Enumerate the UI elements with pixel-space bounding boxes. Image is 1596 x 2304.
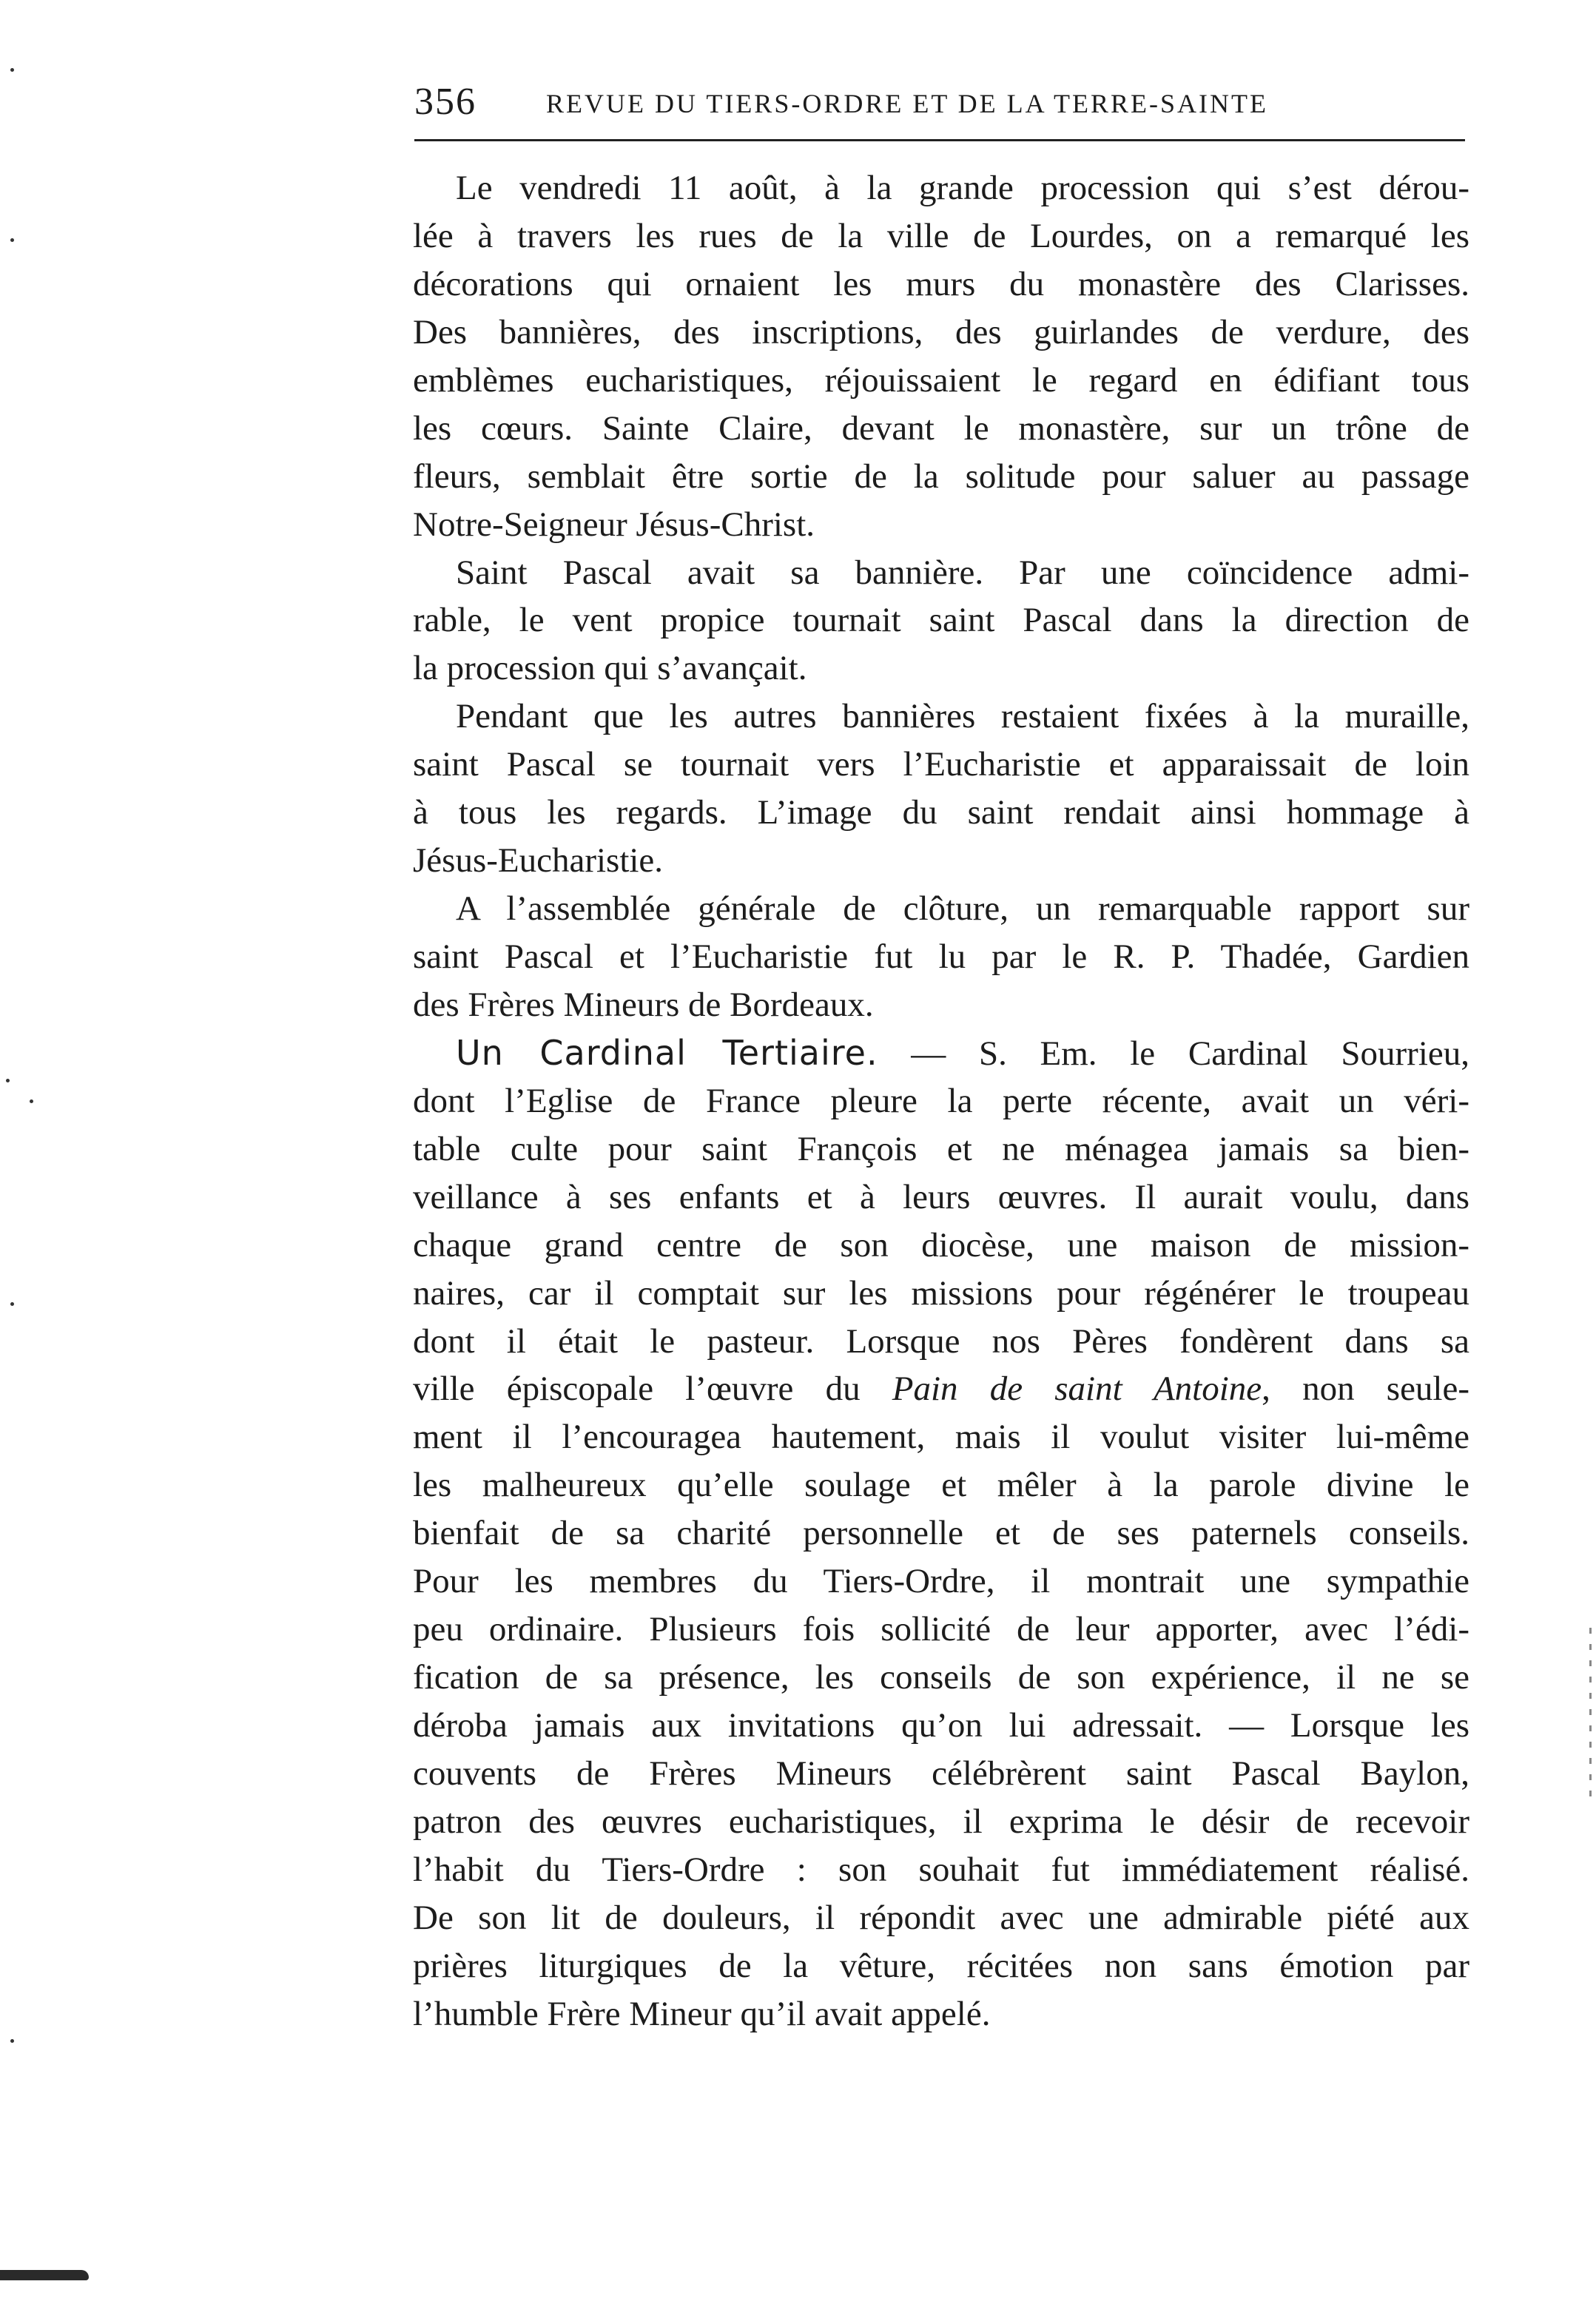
text-line: Jésus-Eucharistie. xyxy=(413,841,664,880)
text-line: prières liturgiques de la vêture, récitées non sans émotion par xyxy=(413,1946,1469,1985)
text-line: l’humble Frère Mineur qu’il avait appelé. xyxy=(413,1994,991,2033)
text-line: Notre-Seigneur Jésus-Christ. xyxy=(413,505,815,544)
text-line xyxy=(413,1365,1469,1413)
text-line: Des bannières, des inscriptions, des guirlandes de verdure, des xyxy=(413,312,1469,351)
running-title: REVUE DU TIERS-ORDRE ET DE LA TERRE-SAINTE xyxy=(546,89,1268,118)
text-line: emblèmes eucharistiques, réjouissaient le regard en édifiant tous xyxy=(413,360,1469,400)
scan-speck xyxy=(10,238,14,242)
scan-speck xyxy=(10,68,14,72)
text-line: fication de sa présence, les conseils de son expérience, il ne se xyxy=(413,1658,1469,1697)
scan-smudge xyxy=(0,2270,89,2280)
text-line: Saint Pascal avait sa bannière. Par une coïncidence admi- xyxy=(456,553,1469,592)
text-line: fleurs, semblait être sortie de la solitude pour saluer au passage xyxy=(413,457,1469,496)
text-line: à tous les regards. L’image du saint rendait ainsi hommage à xyxy=(413,793,1469,832)
heading-continuation: — S. Em. le Cardinal Sourrieu, xyxy=(878,1034,1470,1073)
scan-speck xyxy=(10,1302,14,1306)
text-line: dont il était le pasteur. Lorsque nos Pères fondèrent dans sa xyxy=(413,1321,1469,1361)
text-line: saint Pascal se tournait vers l’Eucharistie et apparaissait de loin xyxy=(413,745,1469,784)
italic-work-title: Pain de saint Antoine xyxy=(892,1370,1262,1409)
text-line: dont l’Eglise de France pleure la perte récente, avait un véri- xyxy=(413,1081,1469,1120)
text-line: des Frères Mineurs de Bordeaux. xyxy=(413,985,874,1024)
text-line xyxy=(413,1029,1469,1077)
text-line: A l’assemblée générale de clôture, un remarquable rapport sur xyxy=(456,889,1469,929)
page-number: 356 xyxy=(414,81,477,123)
text-line: saint Pascal et l’Eucharistie fut lu par le R. P. Thadée, Gardien xyxy=(413,937,1469,976)
body-text xyxy=(413,164,1469,2038)
text-line: lée à travers les rues de la ville de Lourdes, on a remarqué les xyxy=(413,216,1469,255)
text-line: les cœurs. Sainte Claire, devant le monastère, sur un trône de xyxy=(413,408,1469,448)
text-line: chaque grand centre de son diocèse, une maison de mission- xyxy=(413,1225,1469,1264)
text-line: déroba jamais aux invitations qu’on lui adressait. — Lorsque les xyxy=(413,1706,1469,1745)
text-line: la procession qui s’avançait. xyxy=(413,649,807,688)
text-line: décorations qui ornaient les murs du monastère des Clarisses. xyxy=(413,264,1469,303)
text-line: peu ordinaire. Plusieurs fois sollicité de leur apporter, avec l’édi- xyxy=(413,1610,1469,1649)
text-line: ment il l’encouragea hautement, mais il voulut visiter lui-même xyxy=(413,1418,1469,1457)
section-heading: Un Cardinal Tertiaire. xyxy=(456,1032,878,1073)
text-line: bienfait de sa charité personnelle et de ses paternels conseils. xyxy=(413,1514,1469,1553)
text-line: Pour les membres du Tiers-Ordre, il montrait une sympathie xyxy=(413,1562,1469,1601)
scan-speck xyxy=(6,1079,10,1082)
paragraph-cardinal-tertiaire xyxy=(413,1029,1469,2038)
running-head xyxy=(414,80,1465,124)
text-line: De son lit de douleurs, il répondit avec une admirable piété aux xyxy=(413,1898,1469,1937)
scan-edge-marks xyxy=(1589,1628,1592,1798)
paragraph-lourdes-procession xyxy=(413,164,1469,549)
text-line: table culte pour saint François et ne ménagea jamais sa bien- xyxy=(413,1129,1469,1168)
text-line: patron des œuvres eucharistiques, il exprima le désir de recevoir xyxy=(413,1802,1469,1841)
text-line: les malheureux qu’elle soulage et mêler à la parole divine le xyxy=(413,1466,1469,1505)
text-run: ville épiscopale l’œuvre du xyxy=(413,1370,892,1409)
scan-speck xyxy=(10,2039,14,2043)
text-line: Pendant que les autres bannières restaient fixées à la muraille, xyxy=(456,697,1469,736)
text-line: Le vendredi 11 août, à la grande procession qui s’est dérou- xyxy=(456,169,1469,207)
paragraph-banners-wall xyxy=(413,693,1469,885)
paragraph-closing-assembly xyxy=(413,885,1469,1029)
text-line: veillance à ses enfants et à leurs œuvres. Il aurait voulu, dans xyxy=(413,1177,1469,1216)
text-line: couvents de Frères Mineurs célébrèrent saint Pascal Baylon, xyxy=(413,1754,1469,1793)
scan-speck xyxy=(30,1099,33,1103)
text-line: rable, le vent propice tournait saint Pascal dans la direction de xyxy=(413,601,1469,640)
text-run: , non seule- xyxy=(1262,1370,1469,1409)
header-rule xyxy=(414,139,1465,141)
text-line: naires, car il comptait sur les missions pour régénérer le troupeau xyxy=(413,1273,1469,1313)
text-line: l’habit du Tiers-Ordre : son souhait fut immédiatement réalisé. xyxy=(413,1850,1469,1889)
paragraph-saint-pascal-banner xyxy=(413,549,1469,693)
